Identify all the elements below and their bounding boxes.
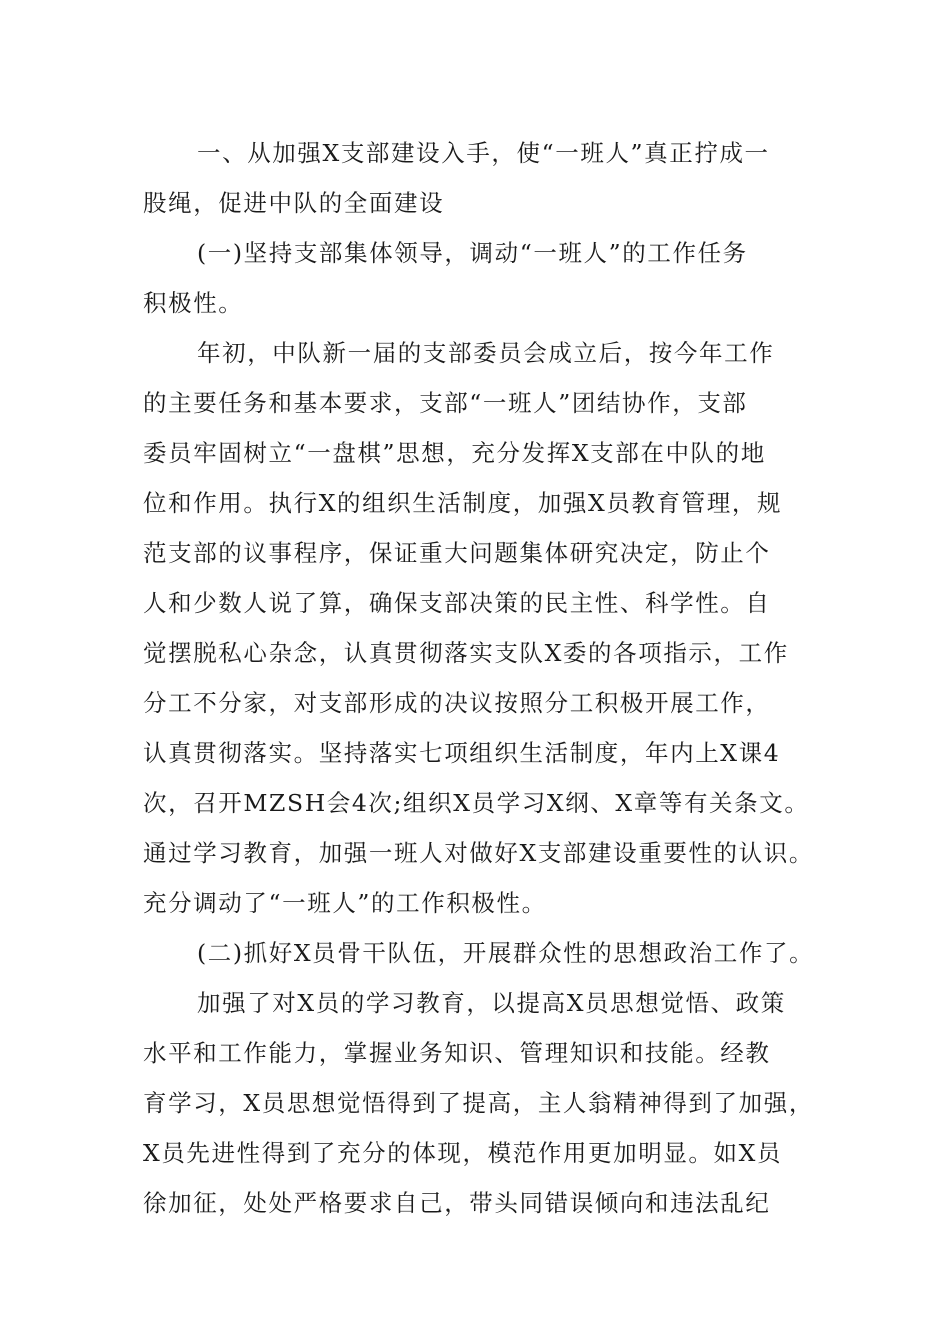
text-line: 觉摆脱私心杂念，认真贯彻落实支队X委的各项指示，工作 (143, 639, 789, 667)
text-line: 年初，中队新一届的支部委员会成立后，按今年工作 (197, 339, 775, 367)
text-line: 的主要任务和基本要求，支部“一班人”团结协作，支部 (143, 389, 748, 417)
text-line: 一、从加强X支部建设入手，使“一班人”真正拧成一 (197, 139, 770, 167)
text-line: 积极性。 (143, 289, 244, 317)
text-line: 委员牢固树立“一盘棋”思想，充分发挥X支部在中队的地 (143, 439, 766, 467)
text-line: (一)坚持支部集体领导，调动“一班人”的工作任务 (197, 239, 748, 267)
text-line: (二)抓好X员骨干队伍，开展群众性的思想政治工作了。 (197, 939, 815, 967)
text-line: X员先进性得到了充分的体现，模范作用更加明显。如X员 (143, 1139, 783, 1167)
text-line: 次，召开MZSH会4次;组织X员学习X纲、X章等有关条文。 (143, 789, 810, 817)
text-line: 水平和工作能力，掌握业务知识、管理知识和技能。经教 (143, 1039, 771, 1067)
text-line: 范支部的议事程序，保证重大问题集体研究决定，防止个 (143, 539, 771, 567)
text-line: 位和作用。执行X的组织生活制度，加强X员教育管理，规 (143, 489, 783, 517)
text-line: 人和少数人说了算，确保支部决策的民主性、科学性。自 (143, 589, 771, 617)
text-line: 通过学习教育，加强一班人对做好X支部建设重要性的认识。 (143, 839, 814, 867)
text-line: 分工不分家，对支部形成的决议按照分工积极开展工作， (143, 689, 771, 717)
text-line: 认真贯彻落实。坚持落实七项组织生活制度，年内上X课4 (143, 739, 781, 767)
text-line: 徐加征，处处严格要求自己，带头同错误倾向和违法乱纪 (143, 1189, 771, 1217)
text-line: 充分调动了“一班人”的工作积极性。 (143, 889, 547, 917)
body-text (143, 128, 823, 1228)
text-line: 股绳，促进中队的全面建设 (143, 189, 445, 217)
text-line: 育学习，X员思想觉悟得到了提高，主人翁精神得到了加强， (143, 1089, 814, 1117)
text-line: 加强了对X员的学习教育，以提高X员思想觉悟、政策 (197, 989, 786, 1017)
